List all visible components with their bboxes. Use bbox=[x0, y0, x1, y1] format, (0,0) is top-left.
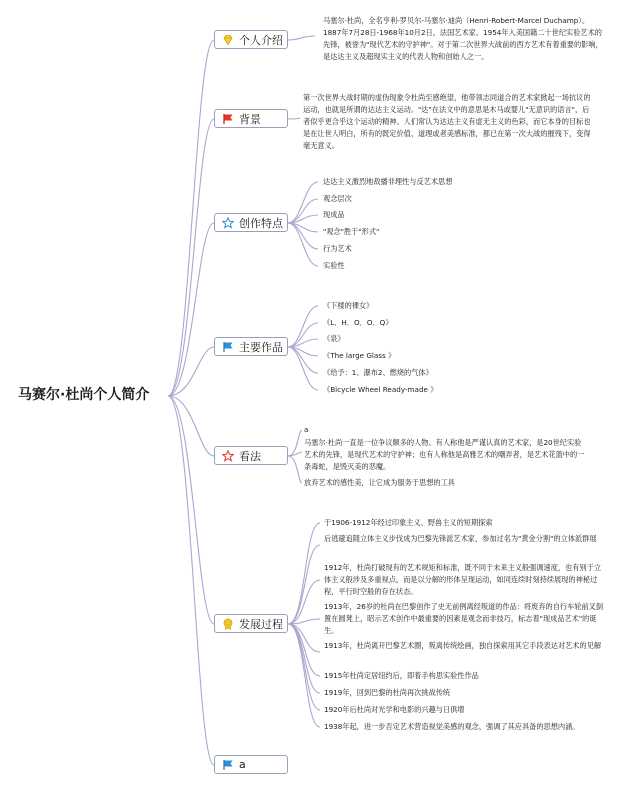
development-item: 后逃避追随立体主义步伐成为巴黎先锋派艺术家，参加过名为"黄金分割"的立体派群展 bbox=[324, 534, 597, 543]
work-item: 《L．H．O．O．Q》 bbox=[323, 318, 393, 327]
topic-label: 创作特点 bbox=[239, 216, 283, 230]
background-text: 第一次世界大战时期的虚伪现象令杜尚至感绝望，他带领志同道合的艺术家掀起一场抗议的运动，也就是所谓的达达主义运动。"达"在法文中的意思是木马或婴儿"无意识的语言"，后者似乎更合乎这个运动的精神。人们常认为达达主义有虚无主义的色彩，而它本身的目标也是在让世人明白，所有的既定价值、道理或者美感标准，都已在第一次大战的摧残下，变得毫无意义。 bbox=[303, 93, 591, 150]
development-item: 1913年，26岁的杜尚在巴黎创作了史无前例离经叛道的作品：将废弃的自行车轮前叉倒置在圆凳上，昭示艺术创作中最重要的因素是观念而非技巧，标志着"现成品艺术"的诞生。 bbox=[324, 602, 604, 635]
blue-flag-icon bbox=[221, 340, 234, 353]
development-item: 1920年后杜尚对光学和电影的兴趣与日俱增 bbox=[324, 705, 465, 714]
feature-item: "观念"胜于"形式" bbox=[323, 227, 380, 236]
work-item: 《Bicycle Wheel Ready-made 》 bbox=[323, 385, 438, 394]
development-item: 于1906-1912年经过印象主义、野兽主义的短期探索 bbox=[324, 518, 493, 527]
topic-label: a bbox=[239, 758, 246, 771]
development-item: 1913年，杜尚离开巴黎艺术圈，叛离传统绘画，独自探索用其它手段表达对艺术的见解 bbox=[324, 641, 602, 650]
topic-label: 个人介绍 bbox=[239, 33, 283, 47]
feature-item: 行为艺术 bbox=[323, 244, 352, 253]
work-item: 《下楼的裸女》 bbox=[323, 301, 374, 310]
development-item: 1938年起，进一步否定艺术营造视觉美感的观念，强调了其应具备的思想内涵。 bbox=[324, 722, 580, 731]
root-topic[interactable]: 马赛尔·杜尚个人简介 bbox=[18, 387, 150, 403]
work-item: 《给予：1、瀑布2、燃烧的气体》 bbox=[323, 368, 433, 377]
topic-label: 发展过程 bbox=[239, 617, 283, 631]
topic-label: 背景 bbox=[239, 112, 261, 126]
feature-item: 观念层次 bbox=[323, 194, 352, 203]
blue-flag-icon bbox=[221, 758, 234, 771]
topic-extra[interactable] bbox=[214, 755, 288, 774]
development-item: 1919年，回到巴黎的杜尚再次挑战传统 bbox=[324, 688, 451, 697]
topic-features[interactable] bbox=[214, 213, 288, 232]
view-item-last: 放弃艺术的感性美，让它成为服务于思想的工具 bbox=[304, 478, 455, 487]
topic-intro[interactable] bbox=[214, 30, 288, 49]
topic-label: 主要作品 bbox=[239, 340, 283, 354]
red-flag-icon bbox=[221, 112, 234, 125]
topic-views[interactable] bbox=[214, 446, 288, 465]
feature-item: 达达主义激烈地敌播非理性与反艺术思想 bbox=[323, 177, 453, 186]
topic-development[interactable] bbox=[214, 614, 288, 633]
medal-icon bbox=[221, 617, 234, 630]
star-outline-icon bbox=[221, 216, 234, 229]
topic-background[interactable] bbox=[214, 109, 288, 128]
feature-item: 实验性 bbox=[323, 261, 345, 270]
diamond-icon bbox=[221, 33, 234, 46]
topic-label: 看法 bbox=[239, 449, 261, 463]
view-item-a: a bbox=[304, 425, 309, 434]
development-item: 1915年杜尚定居纽约后，即着手构思实验性作品 bbox=[324, 671, 479, 680]
work-item: 《泉》 bbox=[323, 334, 345, 343]
development-item: 1912年，杜尚打破现有的艺术规矩和标准，既不同于未来主义般强调速度，也有别于立体主义般涉及多重视点，而是以分解的形体呈现运动，如同连续时刻持续展现的神秘过程，平行时空般的存在状态。 bbox=[324, 563, 602, 596]
feature-item: 现成品 bbox=[323, 210, 345, 219]
intro-text: 马塞尔·杜尚，全名亨利-罗贝尔-马塞尔·迪尚（Henri-Robert-Marcel Duchamp）。1887年7月28日-1968年10月2日，法国艺术家。1954年入美国籍二十世纪实验艺术的先锋，被誉为"现代艺术的守护神"。对于第二次世界大战前的西方艺术有着重要的影响，是达达主义及超现实主义的代表人物和创始人之一。 bbox=[323, 16, 603, 61]
view-item-main: 马塞尔·杜尚一直是一位争议颇多的人物。有人称他是严谨认真的艺术家，是20世纪实验艺术的先锋，是现代艺术的守护神；也有人称他是高雅艺术的嘲弄者，是艺术花篮中的一条毒蛇，是毁灭美的恶魔。 bbox=[304, 438, 585, 471]
topic-works[interactable] bbox=[214, 337, 288, 356]
star-outline-icon bbox=[221, 449, 234, 462]
work-item: 《The large Glass 》 bbox=[323, 351, 396, 360]
